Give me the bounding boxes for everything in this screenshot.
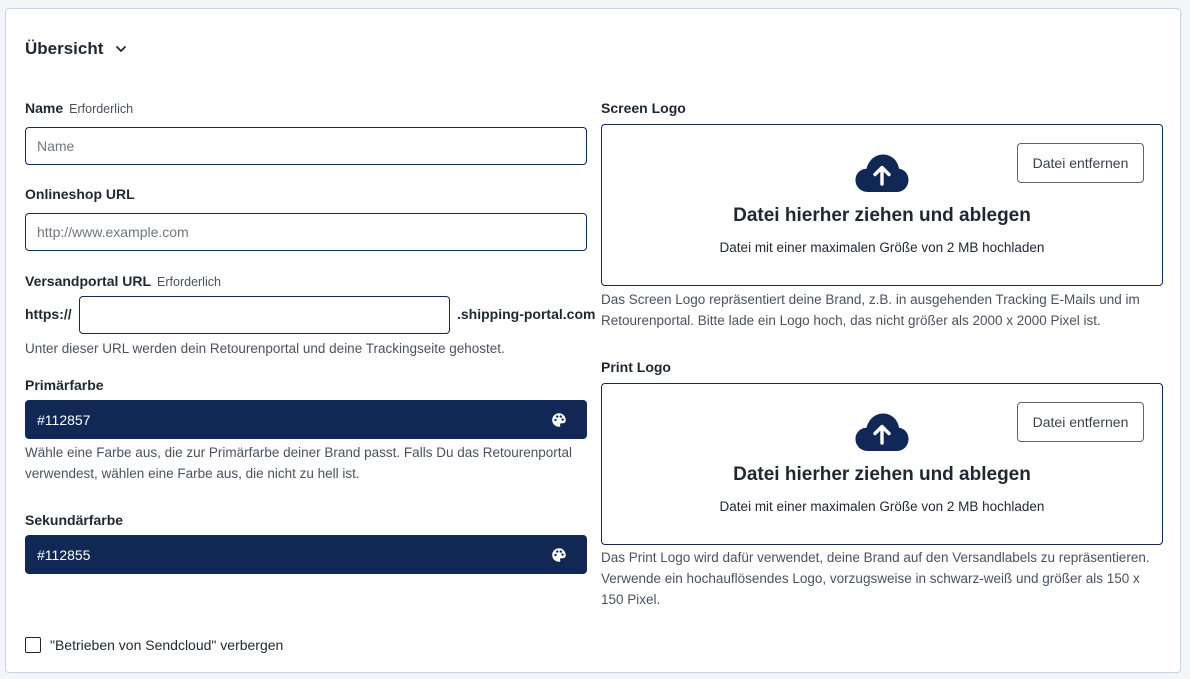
print-logo-help: Das Print Logo wird dafür verwendet, deine Brand auf den Versandlabels zu repräsentieren. Verwende ein hochauflösendes Logo, vorzugsweise in schwarz-weiß und größer als 150 x 150 Pixel. bbox=[601, 550, 1150, 607]
primary-color-help: Wähle eine Farbe aus, die zur Primärfarbe deiner Brand passt. Falls Du das Retourenportal verwendest, wählen eine Farbe aus, die nicht zu hell ist. bbox=[25, 445, 573, 481]
screen-logo-dropzone-subtitle: Datei mit einer maximalen Größe von 2 MB hochladen bbox=[719, 240, 1045, 255]
portal-url-label bbox=[25, 273, 221, 289]
settings-card bbox=[5, 8, 1181, 673]
hide-branding-row[interactable] bbox=[25, 637, 283, 653]
portal-subdomain-input[interactable] bbox=[79, 296, 450, 334]
shop-url-label: Onlineshop URL bbox=[25, 186, 135, 202]
cloud-upload-icon bbox=[854, 152, 910, 194]
portal-url-prefix: https:// bbox=[25, 306, 72, 322]
name-label-text: Name bbox=[25, 100, 64, 116]
portal-url-required-hint: Erforderlich bbox=[157, 275, 221, 289]
chevron-down-icon bbox=[115, 43, 127, 55]
section-title: Übersicht bbox=[25, 39, 104, 58]
palette-icon[interactable] bbox=[551, 547, 567, 563]
screen-logo-help: Das Screen Logo repräsentiert deine Brand, z.B. in ausgehenden Tracking E-Mails und im Retourenportal. Bitte lade ein Logo hoch, das nicht größer als 2000 x 2000 Pixel ist. bbox=[601, 292, 1140, 328]
palette-icon[interactable] bbox=[551, 412, 567, 428]
cloud-upload-icon bbox=[854, 411, 910, 453]
name-required-hint: Erforderlich bbox=[69, 102, 134, 116]
print-logo-dropzone-subtitle: Datei mit einer maximalen Größe von 2 MB hochladen bbox=[719, 499, 1045, 514]
name-input[interactable] bbox=[25, 127, 587, 165]
portal-url-label-text: Versandportal URL bbox=[25, 273, 152, 289]
name-label bbox=[25, 100, 133, 116]
screen-logo-label: Screen Logo bbox=[601, 100, 686, 116]
secondary-color-value: #112855 bbox=[37, 546, 91, 563]
secondary-color-field[interactable] bbox=[25, 535, 587, 574]
screen-logo-dropzone[interactable] bbox=[601, 124, 1163, 286]
hide-branding-label[interactable]: "Betrieben von Sendcloud" verbergen bbox=[50, 637, 284, 653]
primary-color-value: #112857 bbox=[37, 411, 91, 428]
print-logo-dropzone-title: Datei hierher ziehen und ablegen bbox=[733, 464, 1031, 485]
print-logo-dropzone[interactable] bbox=[601, 383, 1163, 545]
section-toggle[interactable] bbox=[25, 39, 127, 59]
print-logo-remove-button[interactable]: Datei entfernen bbox=[1017, 402, 1144, 442]
portal-url-suffix: .shipping-portal.com bbox=[457, 306, 596, 322]
hide-branding-checkbox[interactable] bbox=[25, 637, 41, 653]
primary-color-field[interactable] bbox=[25, 400, 587, 439]
screen-logo-dropzone-title: Datei hierher ziehen und ablegen bbox=[733, 205, 1031, 226]
screen-logo-remove-button[interactable]: Datei entfernen bbox=[1017, 143, 1144, 183]
print-logo-label: Print Logo bbox=[601, 359, 671, 375]
secondary-color-label: Sekundärfarbe bbox=[25, 512, 124, 528]
shop-url-input[interactable] bbox=[25, 213, 587, 251]
primary-color-label: Primärfarbe bbox=[25, 377, 104, 393]
portal-url-help: Unter dieser URL werden dein Retourenportal und deine Trackingseite gehostet. bbox=[25, 341, 505, 356]
